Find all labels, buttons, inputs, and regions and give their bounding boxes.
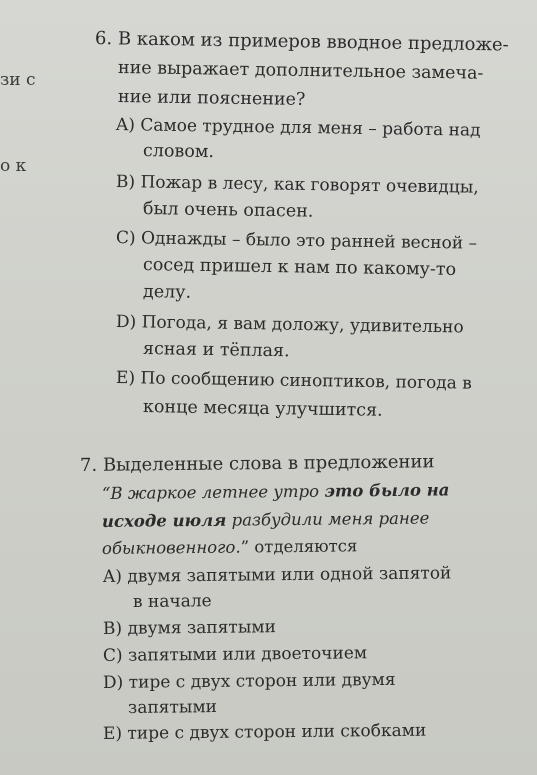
sentence-text: разбудили меня ранее <box>226 508 430 530</box>
option-d: D) тире с двух сторон или двумя <box>102 669 396 693</box>
option-b: был очень опасен. <box>142 199 314 222</box>
question-6-title: ние или пояснение? <box>117 87 306 110</box>
question-6-title: ние выражает дополнительное замеча- <box>117 58 484 84</box>
highlighted-words: исходе июля <box>101 510 227 531</box>
option-a: A) двумя запятыми или одной запятой <box>102 563 452 587</box>
quoted-sentence <box>101 508 430 531</box>
option-e: E) По сообщению синоптиков, погода в <box>115 368 472 394</box>
sentence-text: “В жаркое летнее утро <box>101 481 325 503</box>
option-d: запятыми <box>127 697 218 718</box>
sentence-text: обыкновенного. <box>101 537 241 558</box>
option-c: C) Однажды – было это ранней весной – <box>115 228 478 254</box>
quoted-sentence <box>102 538 358 557</box>
quoted-sentence <box>102 482 450 502</box>
margin-fragment: зи с <box>0 70 36 90</box>
option-b: B) двумя запятыми <box>102 617 276 639</box>
option-c: сосед пришел к нам по какому-то <box>142 255 457 280</box>
highlighted-words: это было на <box>324 480 450 501</box>
option-c: C) запятыми или двоеточием <box>102 643 368 666</box>
option-e: конце месяца улучшится. <box>142 397 383 421</box>
question-6-title: 6. В каком из примеров вводное предложе- <box>94 28 509 56</box>
option-d: D) Погода, я вам доложу, удивительно <box>115 312 464 338</box>
option-b: B) Пожар в лесу, как говорят очевидцы, <box>115 172 479 198</box>
question-7-title: 7. Выделенные слова в предложении <box>79 451 435 476</box>
option-a: в начале <box>132 591 212 612</box>
option-a: словом. <box>142 141 215 163</box>
option-c: делу. <box>142 282 192 303</box>
margin-fragment: о к <box>0 156 27 176</box>
option-e: E) тире с двух сторон или скобками <box>102 720 427 744</box>
option-a: A) Самое трудное для меня – работа над <box>115 115 481 141</box>
option-d: ясная и тёплая. <box>142 339 290 362</box>
sentence-text: ” отделяются <box>240 536 358 557</box>
